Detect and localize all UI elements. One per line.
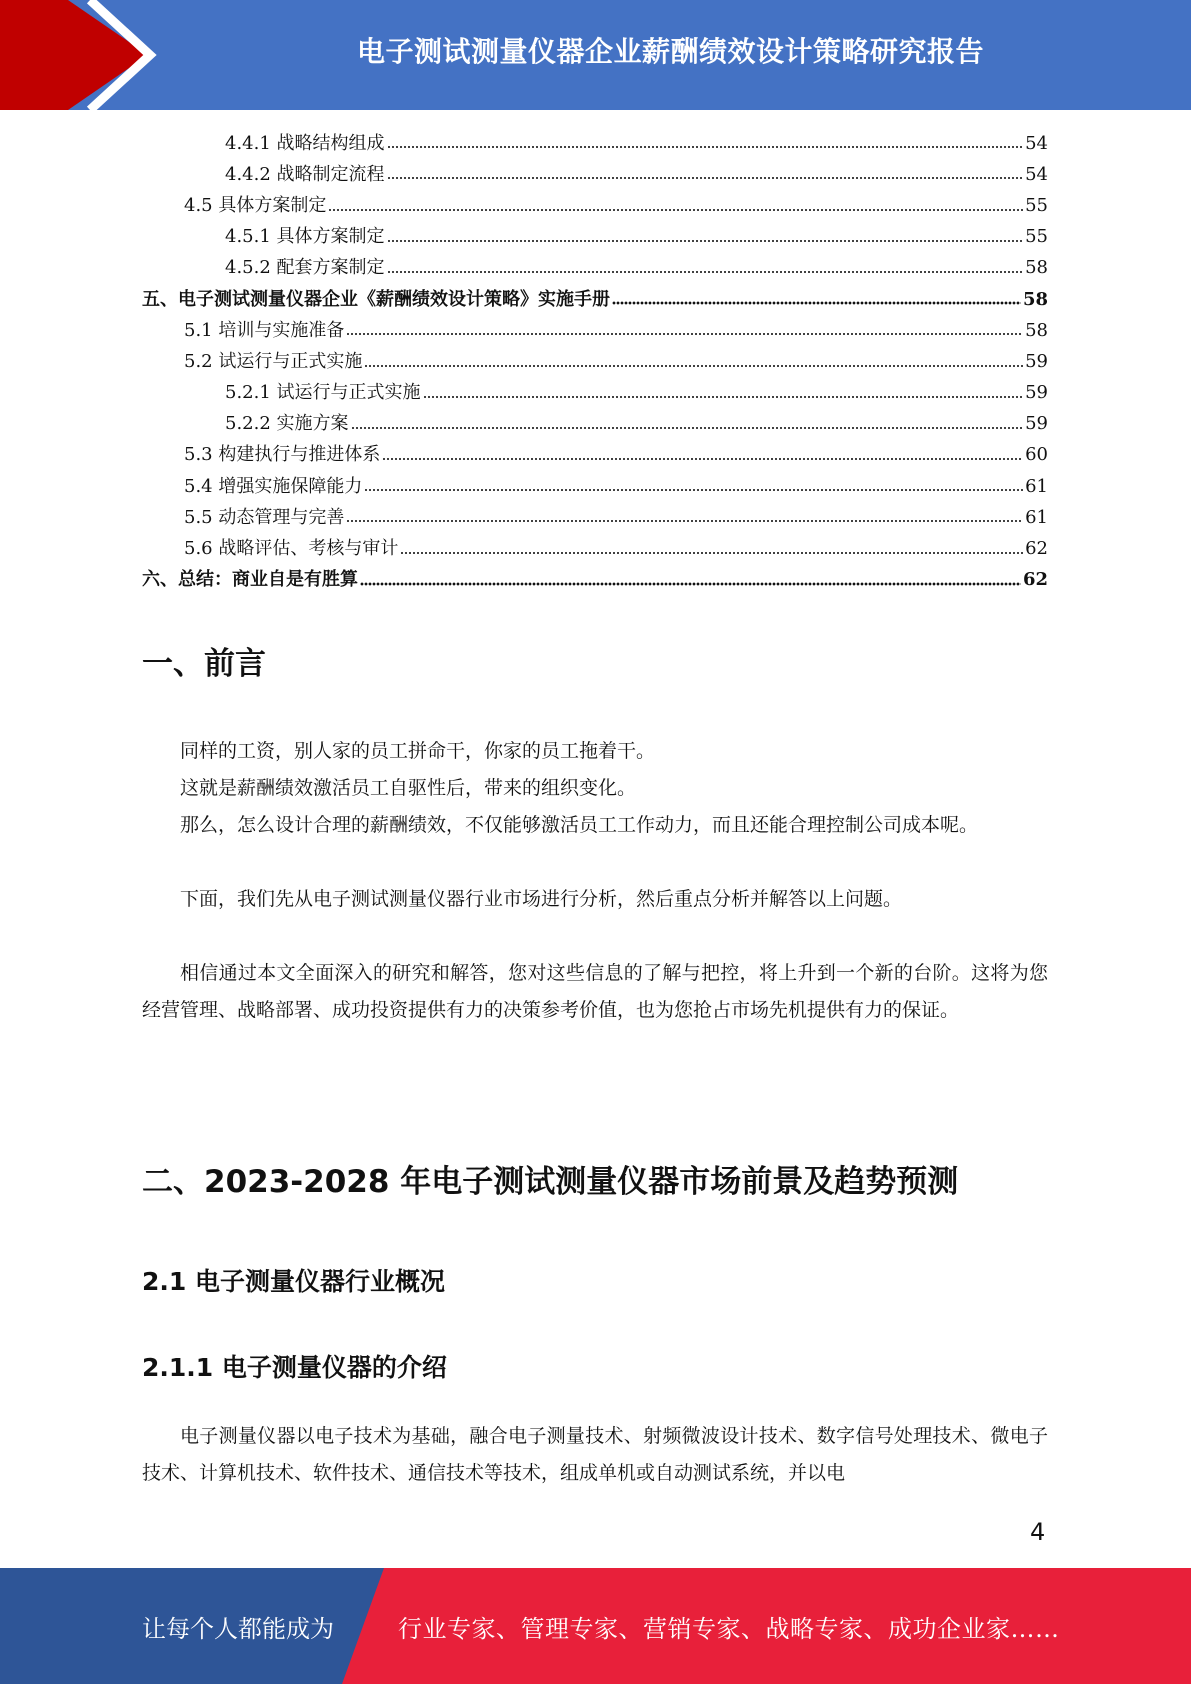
page-header bbox=[0, 0, 1191, 110]
toc-entry-page: 59 bbox=[1025, 382, 1048, 404]
toc-entry-page: 58 bbox=[1022, 288, 1048, 310]
page-number: 4 bbox=[1030, 1518, 1046, 1546]
toc-entry-title: 电子测试测量仪器企业《薪酬绩效设计策略》实施手册 bbox=[178, 288, 610, 310]
toc-entry-number: 5.3 bbox=[184, 444, 219, 466]
toc-entry-page: 54 bbox=[1025, 132, 1048, 154]
toc-entry-title: 战略制定流程 bbox=[276, 163, 385, 185]
toc-entry[interactable] bbox=[142, 315, 1048, 346]
toc-dot-leader bbox=[328, 207, 1023, 213]
toc-entry-title: 培训与实施准备 bbox=[218, 319, 345, 341]
toc-entry[interactable] bbox=[142, 159, 1048, 190]
toc-entry-page: 62 bbox=[1022, 569, 1048, 591]
footer-slogan-left: 让每个人都能成为 bbox=[142, 1614, 334, 1643]
toc-dot-leader bbox=[387, 175, 1024, 181]
toc-dot-leader bbox=[360, 581, 1021, 587]
toc-entry-number: 六、 bbox=[142, 569, 178, 591]
toc-dot-leader bbox=[346, 518, 1023, 524]
toc-entry-number: 五、 bbox=[142, 288, 178, 310]
market-text bbox=[142, 1418, 1048, 1492]
toc-entry-number: 5.5 bbox=[184, 506, 219, 528]
toc-entry-number: 5.2.2 bbox=[225, 413, 277, 435]
toc-entry[interactable] bbox=[142, 565, 1048, 596]
toc-dot-leader bbox=[387, 269, 1024, 275]
toc-entry-page: 62 bbox=[1025, 538, 1048, 560]
toc-entry-page: 58 bbox=[1025, 257, 1048, 279]
toc-entry-title: 实施方案 bbox=[276, 413, 349, 435]
subsection-heading: 2.1 电子测量仪器行业概况 bbox=[142, 1267, 445, 1296]
toc-dot-leader bbox=[364, 487, 1023, 493]
toc-entry-number: 4.5.1 bbox=[225, 226, 277, 248]
toc-entry[interactable] bbox=[142, 409, 1048, 440]
toc-entry-number: 4.5 bbox=[184, 194, 219, 216]
toc-entry-number: 4.5.2 bbox=[225, 257, 277, 279]
paragraph: 相信通过本文全面深入的研究和解答，您对这些信息的了解与把控，将上升到一个新的台阶。这将为您经营管理、战略部署、成功投资提供有力的决策参考价值，也为您抢占市场先机提供有力的保证。 bbox=[142, 962, 1048, 1021]
subsubsection-heading: 2.1.1 电子测量仪器的介绍 bbox=[142, 1353, 447, 1382]
toc-entry-title: 动态管理与完善 bbox=[218, 506, 345, 528]
toc-dot-leader bbox=[351, 425, 1024, 431]
toc-entry-page: 59 bbox=[1025, 413, 1048, 435]
section-heading-market: 二、2023-2028 年电子测试测量仪器市场前景及趋势预测 bbox=[142, 1164, 959, 1200]
toc-entry[interactable] bbox=[142, 378, 1048, 409]
toc-entry[interactable] bbox=[142, 471, 1048, 502]
preface-text bbox=[142, 733, 1048, 1029]
toc-entry-page: 61 bbox=[1025, 475, 1048, 497]
toc-entry[interactable] bbox=[142, 440, 1048, 471]
toc-entry-page: 60 bbox=[1025, 444, 1048, 466]
toc-entry-number: 5.1 bbox=[184, 319, 219, 341]
toc-entry[interactable] bbox=[142, 502, 1048, 533]
toc-entry-page: 54 bbox=[1025, 163, 1048, 185]
toc-entry-number: 5.2.1 bbox=[225, 382, 277, 404]
toc-entry[interactable] bbox=[142, 222, 1048, 253]
toc-entry-page: 55 bbox=[1025, 226, 1048, 248]
table-of-contents bbox=[142, 128, 1048, 596]
toc-entry-title: 增强实施保障能力 bbox=[218, 475, 363, 497]
toc-entry-title: 具体方案制定 bbox=[218, 194, 327, 216]
footer-slogan-right: 行业专家、管理专家、营销专家、战略专家、成功企业家…… bbox=[398, 1614, 1060, 1643]
toc-dot-leader bbox=[612, 300, 1021, 306]
toc-dot-leader bbox=[387, 238, 1024, 244]
toc-dot-leader bbox=[346, 331, 1023, 337]
toc-entry[interactable] bbox=[142, 284, 1048, 315]
toc-dot-leader bbox=[364, 363, 1023, 369]
toc-entry-number: 5.2 bbox=[184, 350, 219, 372]
toc-entry[interactable] bbox=[142, 190, 1048, 221]
toc-entry-number: 4.4.1 bbox=[225, 132, 277, 154]
toc-entry-title: 配套方案制定 bbox=[276, 257, 385, 279]
paragraph: 那么，怎么设计合理的薪酬绩效，不仅能够激活员工工作动力，而且还能合理控制公司成本呢。 bbox=[180, 814, 979, 836]
toc-entry-title: 具体方案制定 bbox=[276, 226, 385, 248]
toc-entry-number: 5.6 bbox=[184, 538, 219, 560]
red-chevron-shape bbox=[0, 0, 148, 110]
toc-entry[interactable] bbox=[142, 346, 1048, 377]
toc-entry-page: 61 bbox=[1025, 506, 1048, 528]
toc-entry-title: 试运行与正式实施 bbox=[276, 382, 421, 404]
toc-entry-title: 试运行与正式实施 bbox=[218, 350, 363, 372]
toc-dot-leader bbox=[382, 456, 1023, 462]
section-heading-preface: 一、前言 bbox=[142, 646, 266, 682]
toc-entry-title: 战略评估、考核与审计 bbox=[218, 538, 399, 560]
toc-entry-number: 4.4.2 bbox=[225, 163, 277, 185]
paragraph: 电子测量仪器以电子技术为基础，融合电子测量技术、射频微波设计技术、数字信号处理技术、微电子技术、计算机技术、软件技术、通信技术等技术，组成单机或自动测试系统，并以电 bbox=[142, 1425, 1048, 1484]
toc-entry[interactable] bbox=[142, 128, 1048, 159]
paragraph: 下面，我们先从电子测试测量仪器行业市场进行分析，然后重点分析并解答以上问题。 bbox=[180, 888, 903, 910]
toc-dot-leader bbox=[400, 550, 1023, 556]
report-title: 电子测试测量仪器企业薪酬绩效设计策略研究报告 bbox=[356, 35, 984, 68]
page-footer bbox=[0, 1568, 1191, 1684]
toc-entry[interactable] bbox=[142, 533, 1048, 564]
toc-entry[interactable] bbox=[142, 253, 1048, 284]
toc-dot-leader bbox=[423, 394, 1024, 400]
toc-entry-number: 5.4 bbox=[184, 475, 219, 497]
toc-dot-leader bbox=[387, 144, 1024, 150]
paragraph: 这就是薪酬绩效激活员工自驱性后，带来的组织变化。 bbox=[180, 777, 637, 799]
toc-entry-page: 58 bbox=[1025, 319, 1048, 341]
toc-entry-title: 构建执行与推进体系 bbox=[218, 444, 381, 466]
paragraph: 同样的工资，别人家的员工拼命干，你家的员工拖着干。 bbox=[180, 740, 656, 762]
toc-entry-title: 战略结构组成 bbox=[276, 132, 385, 154]
toc-entry-page: 59 bbox=[1025, 350, 1048, 372]
toc-entry-page: 55 bbox=[1025, 194, 1048, 216]
toc-entry-title: 总结：商业自是有胜算 bbox=[178, 569, 358, 591]
